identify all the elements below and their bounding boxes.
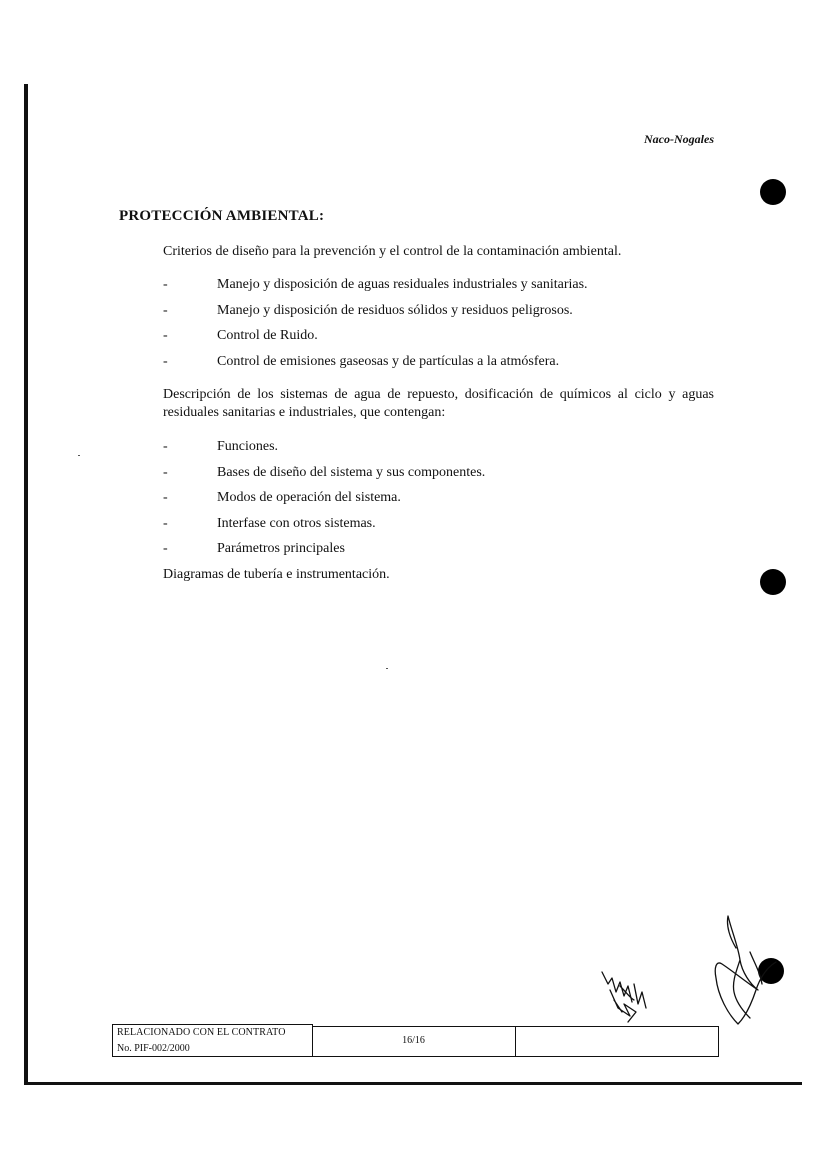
list-dash: -	[163, 277, 168, 292]
list-item-text: Manejo y disposición de aguas residuales industriales y sanitarias.	[217, 277, 588, 292]
bottom-page-rule	[24, 1082, 802, 1085]
list-item-text: Manejo y disposición de residuos sólidos y residuos peligrosos.	[217, 302, 573, 318]
list-dash: -	[163, 541, 168, 556]
scan-speck	[78, 455, 80, 456]
blank-footer-box	[515, 1026, 719, 1057]
list-item-text: Control de emisiones gaseosas y de partículas a la atmósfera.	[217, 353, 560, 369]
punch-hole-middle	[760, 569, 786, 595]
list-item-text: Parámetros principales	[217, 541, 345, 556]
diagrams-paragraph: Diagramas de tubería e instrumentación.	[163, 567, 390, 582]
left-margin-rule	[24, 84, 28, 1084]
contract-label: RELACIONADO CON EL CONTRATO	[117, 1027, 286, 1038]
list-item-text: Bases de diseño del sistema y sus componentes.	[217, 464, 486, 480]
systems-description-paragraph: Descripción de los sistemas de agua de repuesto, dosificación de químicos al ciclo y aguas residuales sanitarias e industriales, que contengan:	[163, 387, 714, 420]
list-dash: -	[163, 439, 168, 454]
contract-footer	[112, 1024, 718, 1057]
handwritten-signatures	[590, 912, 790, 1032]
list-dash: -	[163, 302, 168, 318]
list-dash: -	[163, 515, 168, 531]
contract-reference-box	[112, 1024, 313, 1057]
contract-number: No. PIF-002/2000	[117, 1043, 190, 1054]
section-title: PROTECCIÓN AMBIENTAL:	[119, 208, 325, 224]
list-dash: -	[163, 464, 168, 480]
scan-speck	[386, 668, 388, 669]
page-number-box	[312, 1026, 515, 1057]
list-item-text: Control de Ruido.	[217, 328, 318, 343]
punch-hole-top	[760, 179, 786, 205]
list-dash: -	[163, 353, 168, 369]
list-item-text: Interfase con otros sistemas.	[217, 515, 376, 531]
intro-paragraph: Criterios de diseño para la prevención y el control de la contaminación ambiental.	[163, 244, 622, 259]
page-number: 16/16	[402, 1035, 425, 1046]
running-head: Naco-Nogales	[644, 132, 714, 146]
list-item-text: Modos de operación del sistema.	[217, 490, 401, 505]
signature-initials	[602, 972, 646, 1022]
list-dash: -	[163, 328, 168, 343]
signature-main	[715, 916, 776, 1024]
list-item-text: Funciones.	[217, 439, 279, 454]
list-dash: -	[163, 490, 168, 505]
